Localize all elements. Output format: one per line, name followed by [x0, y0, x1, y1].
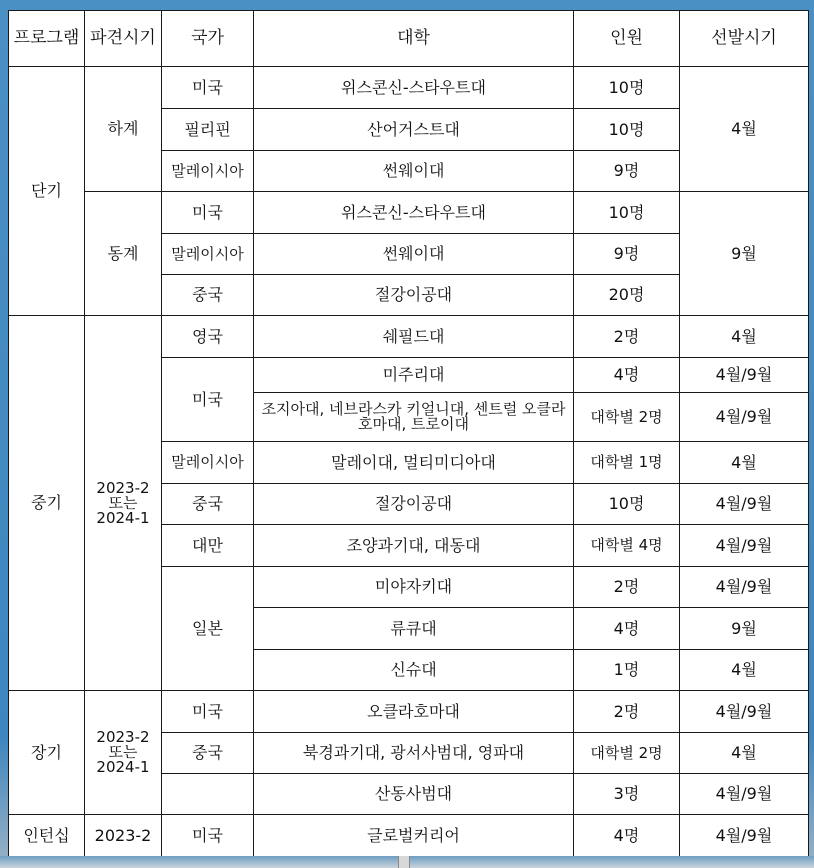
country-cell: 중국 [162, 275, 254, 316]
university-cell: 위스콘신-스타우트대 [254, 192, 574, 234]
selection-cell: 4월/9월 [680, 525, 809, 567]
count-cell: 4명 [574, 815, 680, 858]
country-cell: 일본 [162, 567, 254, 691]
period-cell: 2023-2 또는 2024-1 [85, 316, 162, 691]
background-pole [398, 856, 410, 868]
country-cell: 말레이시아 [162, 442, 254, 484]
program-cell: 중기 [9, 316, 85, 691]
selection-cell: 4월 [680, 442, 809, 484]
count-cell: 1명 [574, 650, 680, 691]
table-row [9, 691, 809, 733]
count-cell: 대학별 1명 [574, 442, 680, 484]
university-cell: 산동사범대 [254, 774, 574, 815]
university-cell: 산어거스트대 [254, 109, 574, 151]
count-cell: 2명 [574, 691, 680, 733]
selection-cell: 9월 [680, 608, 809, 650]
university-cell: 썬웨이대 [254, 234, 574, 275]
university-cell: 미야자키대 [254, 567, 574, 608]
university-cell: 조지아대, 네브라스카 키얼니대, 센트럴 오클라호마대, 트로이대 [254, 393, 574, 442]
country-cell: 영국 [162, 316, 254, 358]
count-cell: 대학별 4명 [574, 525, 680, 567]
period-cell: 2023-2 또는 2024-1 [85, 691, 162, 815]
count-cell: 10명 [574, 192, 680, 234]
count-cell: 2명 [574, 316, 680, 358]
header-country: 국가 [162, 11, 254, 67]
count-cell: 20명 [574, 275, 680, 316]
period-cell: 동계 [85, 192, 162, 316]
count-cell: 4명 [574, 608, 680, 650]
country-cell: 미국 [162, 691, 254, 733]
count-cell: 9명 [574, 151, 680, 192]
selection-cell: 4월/9월 [680, 567, 809, 608]
count-cell: 10명 [574, 484, 680, 525]
header-row [9, 11, 809, 67]
exchange-program-table [8, 10, 809, 858]
university-cell: 글로벌커리어 [254, 815, 574, 858]
table-row [9, 316, 809, 358]
selection-cell: 4월/9월 [680, 484, 809, 525]
selection-cell: 4월 [680, 67, 809, 192]
country-cell: 미국 [162, 67, 254, 109]
selection-cell: 4월/9월 [680, 358, 809, 393]
selection-cell: 4월/9월 [680, 815, 809, 858]
header-program: 프로그램 [9, 11, 85, 67]
country-cell: 말레이시아 [162, 151, 254, 192]
count-cell: 2명 [574, 567, 680, 608]
count-cell: 10명 [574, 109, 680, 151]
selection-cell: 4월/9월 [680, 774, 809, 815]
country-cell: 중국 [162, 484, 254, 525]
university-cell: 위스콘신-스타우트대 [254, 67, 574, 109]
country-cell: 말레이시아 [162, 234, 254, 275]
university-cell: 북경과기대, 광서사범대, 영파대 [254, 733, 574, 774]
university-cell: 쉐필드대 [254, 316, 574, 358]
program-cell: 장기 [9, 691, 85, 815]
period-cell: 하계 [85, 67, 162, 192]
country-cell: 미국 [162, 192, 254, 234]
count-cell: 대학별 2명 [574, 733, 680, 774]
university-cell: 미주리대 [254, 358, 574, 393]
university-cell: 류큐대 [254, 608, 574, 650]
university-cell: 말레이대, 멀티미디아대 [254, 442, 574, 484]
count-cell: 3명 [574, 774, 680, 815]
country-cell: 필리핀 [162, 109, 254, 151]
selection-cell: 4월 [680, 733, 809, 774]
university-cell: 절강이공대 [254, 275, 574, 316]
header-count: 인원 [574, 11, 680, 67]
selection-cell: 4월 [680, 650, 809, 691]
header-selection: 선발시기 [680, 11, 809, 67]
country-cell: 미국 [162, 358, 254, 442]
table-row [9, 192, 809, 234]
country-cell: 대만 [162, 525, 254, 567]
country-cell: 중국 [162, 733, 254, 774]
count-cell: 4명 [574, 358, 680, 393]
count-cell: 10명 [574, 67, 680, 109]
count-cell: 대학별 2명 [574, 393, 680, 442]
selection-cell: 4월/9월 [680, 393, 809, 442]
university-cell: 신슈대 [254, 650, 574, 691]
university-cell: 썬웨이대 [254, 151, 574, 192]
country-cell: 미국 [162, 815, 254, 858]
selection-cell: 9월 [680, 192, 809, 316]
university-cell: 오클라호마대 [254, 691, 574, 733]
selection-cell: 4월/9월 [680, 691, 809, 733]
program-cell: 단기 [9, 67, 85, 316]
program-cell: 인턴십 [9, 815, 85, 858]
university-cell: 절강이공대 [254, 484, 574, 525]
program-table-sheet [8, 10, 808, 856]
period-cell: 2023-2 [85, 815, 162, 858]
header-period: 파견시기 [85, 11, 162, 67]
country-cell [162, 774, 254, 815]
university-cell: 조양과기대, 대동대 [254, 525, 574, 567]
table-row [9, 815, 809, 858]
count-cell: 9명 [574, 234, 680, 275]
table-row [9, 67, 809, 109]
header-university: 대학 [254, 11, 574, 67]
selection-cell: 4월 [680, 316, 809, 358]
